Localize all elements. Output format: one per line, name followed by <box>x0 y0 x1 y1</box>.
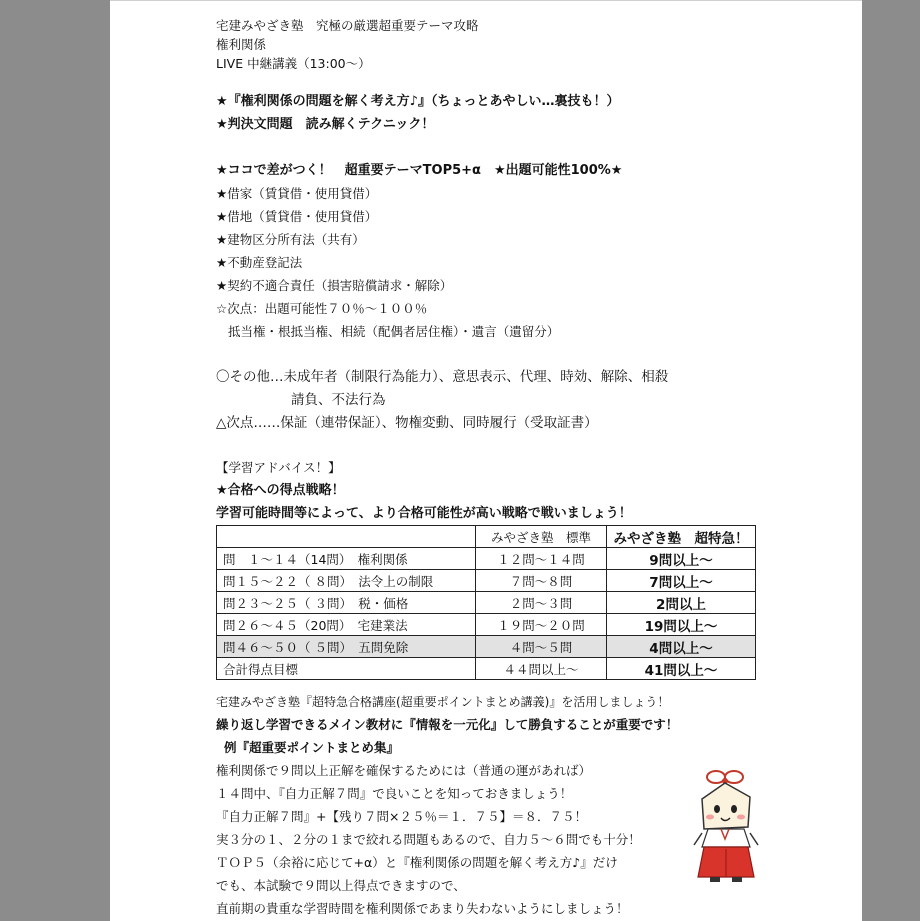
others-line-3: △次点……保証（連帯保証）、物権変動、同時履行（受取証書） <box>216 415 598 431</box>
after-table-line-10: 直前期の貴重な学習時間を権利関係であまり失わないようにしましょう！ <box>216 901 629 916</box>
table-cell: 19問以上〜 <box>607 614 756 636</box>
table-header-cell <box>217 526 476 548</box>
next-point-detail: 抵当権・根抵当権、相続（配偶者居住権）・遺言（遺留分） <box>228 324 560 339</box>
table-cell: ７問〜８問 <box>476 570 607 592</box>
doc-subject: 権利関係 <box>216 37 267 52</box>
after-table-line-3: 例『超重要ポイントまとめ集』 <box>224 740 400 755</box>
after-table-line-8: ＴＯＰ５（余裕に応じて+α）と『権利関係の問題を解く考え方♪』だけ <box>216 855 618 870</box>
table-cell: １９問〜２０問 <box>476 614 607 636</box>
table-cell: ４問〜５問 <box>476 636 607 658</box>
theme-item-1: ★借家（賃貸借・使用貸借） <box>216 186 378 201</box>
others-line-2: 請負、不法行為 <box>291 392 386 408</box>
document-page <box>110 0 862 921</box>
shrine-maiden-mascot-illustration <box>688 769 766 885</box>
table-header-cell: みやざき塾 超特急！ <box>607 526 756 548</box>
theme-item-3: ★建物区分所有法（共有） <box>216 232 365 247</box>
theme-item-5: ★契約不適合責任（損害賠償請求・解除） <box>216 278 453 293</box>
table-cell: 2問以上 <box>607 592 756 614</box>
top-themes-heading: ★ココで差がつく！ 超重要テーマTOP5+α ★出題可能性100%★ <box>216 163 623 178</box>
advice-strategy-detail: 学習可能時間等によって、より合格可能性が高い戦略で戦いましょう！ <box>216 506 632 521</box>
table-cell: 問４６〜５０（ ５問） 五問免除 <box>217 636 476 658</box>
intro-item-2: ★判決文問題 読み解くテクニック！ <box>216 117 435 132</box>
table-cell: 問 １〜１４（14問） 権利関係 <box>217 548 476 570</box>
table-cell: 問２６〜４５（20問） 宅建業法 <box>217 614 476 636</box>
after-table-line-1: 宅建みやざき塾『超特急合格講座(超重要ポイントまとめ講義)』を活用しましょう！ <box>216 695 670 709</box>
table-cell: ２問〜３問 <box>476 592 607 614</box>
theme-item-4: ★不動産登記法 <box>216 255 303 270</box>
doc-live-time: LIVE 中継講義（13:00〜） <box>216 56 371 71</box>
advice-heading: 【学習アドバイス！】 <box>216 460 341 475</box>
table-cell: 41問以上〜 <box>607 658 756 680</box>
after-table-line-2: 繰り返し学習できるメイン教材に『情報を一元化』して勝負することが重要です！ <box>216 717 679 732</box>
table-cell: 問２３〜２５（ ３問） 税・価格 <box>217 592 476 614</box>
table-cell: 7問以上〜 <box>607 570 756 592</box>
table-total-row <box>217 658 756 680</box>
after-table-line-5: １４問中、『自力正解７問』で良いことを知っておきましょう！ <box>216 786 573 801</box>
advice-strategy: ★合格への得点戦略！ <box>216 483 345 498</box>
table-header-cell: みやざき塾 標準 <box>476 526 607 548</box>
table-row <box>217 548 756 570</box>
after-table-line-7: 実３分の１、２分の１まで絞れる問題もあるので、自力５〜６問でも十分！ <box>216 832 641 847</box>
table-row <box>217 614 756 636</box>
table-cell: 問１５〜２２（ ８問） 法令上の制限 <box>217 570 476 592</box>
after-table-line-9: でも、本試験で９問以上得点できますので、 <box>216 878 466 893</box>
doc-title: 宅建みやざき塾 究極の厳選超重要テーマ攻略 <box>216 18 479 33</box>
table-row <box>217 570 756 592</box>
theme-item-2: ★借地（賃貸借・使用貸借） <box>216 209 378 224</box>
table-header-row <box>217 526 756 548</box>
after-table-line-4: 権利関係で９問以上正解を確保するためには（普通の運があれば） <box>216 763 592 778</box>
table-cell: １２問〜１４問 <box>476 548 607 570</box>
table-cell: 合計得点目標 <box>217 658 476 680</box>
after-table-line-6: 『自力正解７問』+【残り７問×２５％＝１．７５】＝８．７５！ <box>216 809 587 824</box>
table-cell: 9問以上〜 <box>607 548 756 570</box>
next-point: ☆次点：出題可能性７０％〜１００％ <box>216 301 428 316</box>
others-line-1: 〇その他…未成年者（制限行為能力）、意思表示、代理、時効、解除、相殺 <box>216 369 669 385</box>
intro-item-1: ★『権利関係の問題を解く考え方♪』（ちょっとあやしい…裏技も！） <box>216 94 620 109</box>
table-row <box>217 592 756 614</box>
table-row-highlighted <box>217 636 756 658</box>
table-cell: 4問以上〜 <box>607 636 756 658</box>
table-cell: ４４問以上〜 <box>476 658 607 680</box>
score-strategy-table <box>216 525 756 680</box>
